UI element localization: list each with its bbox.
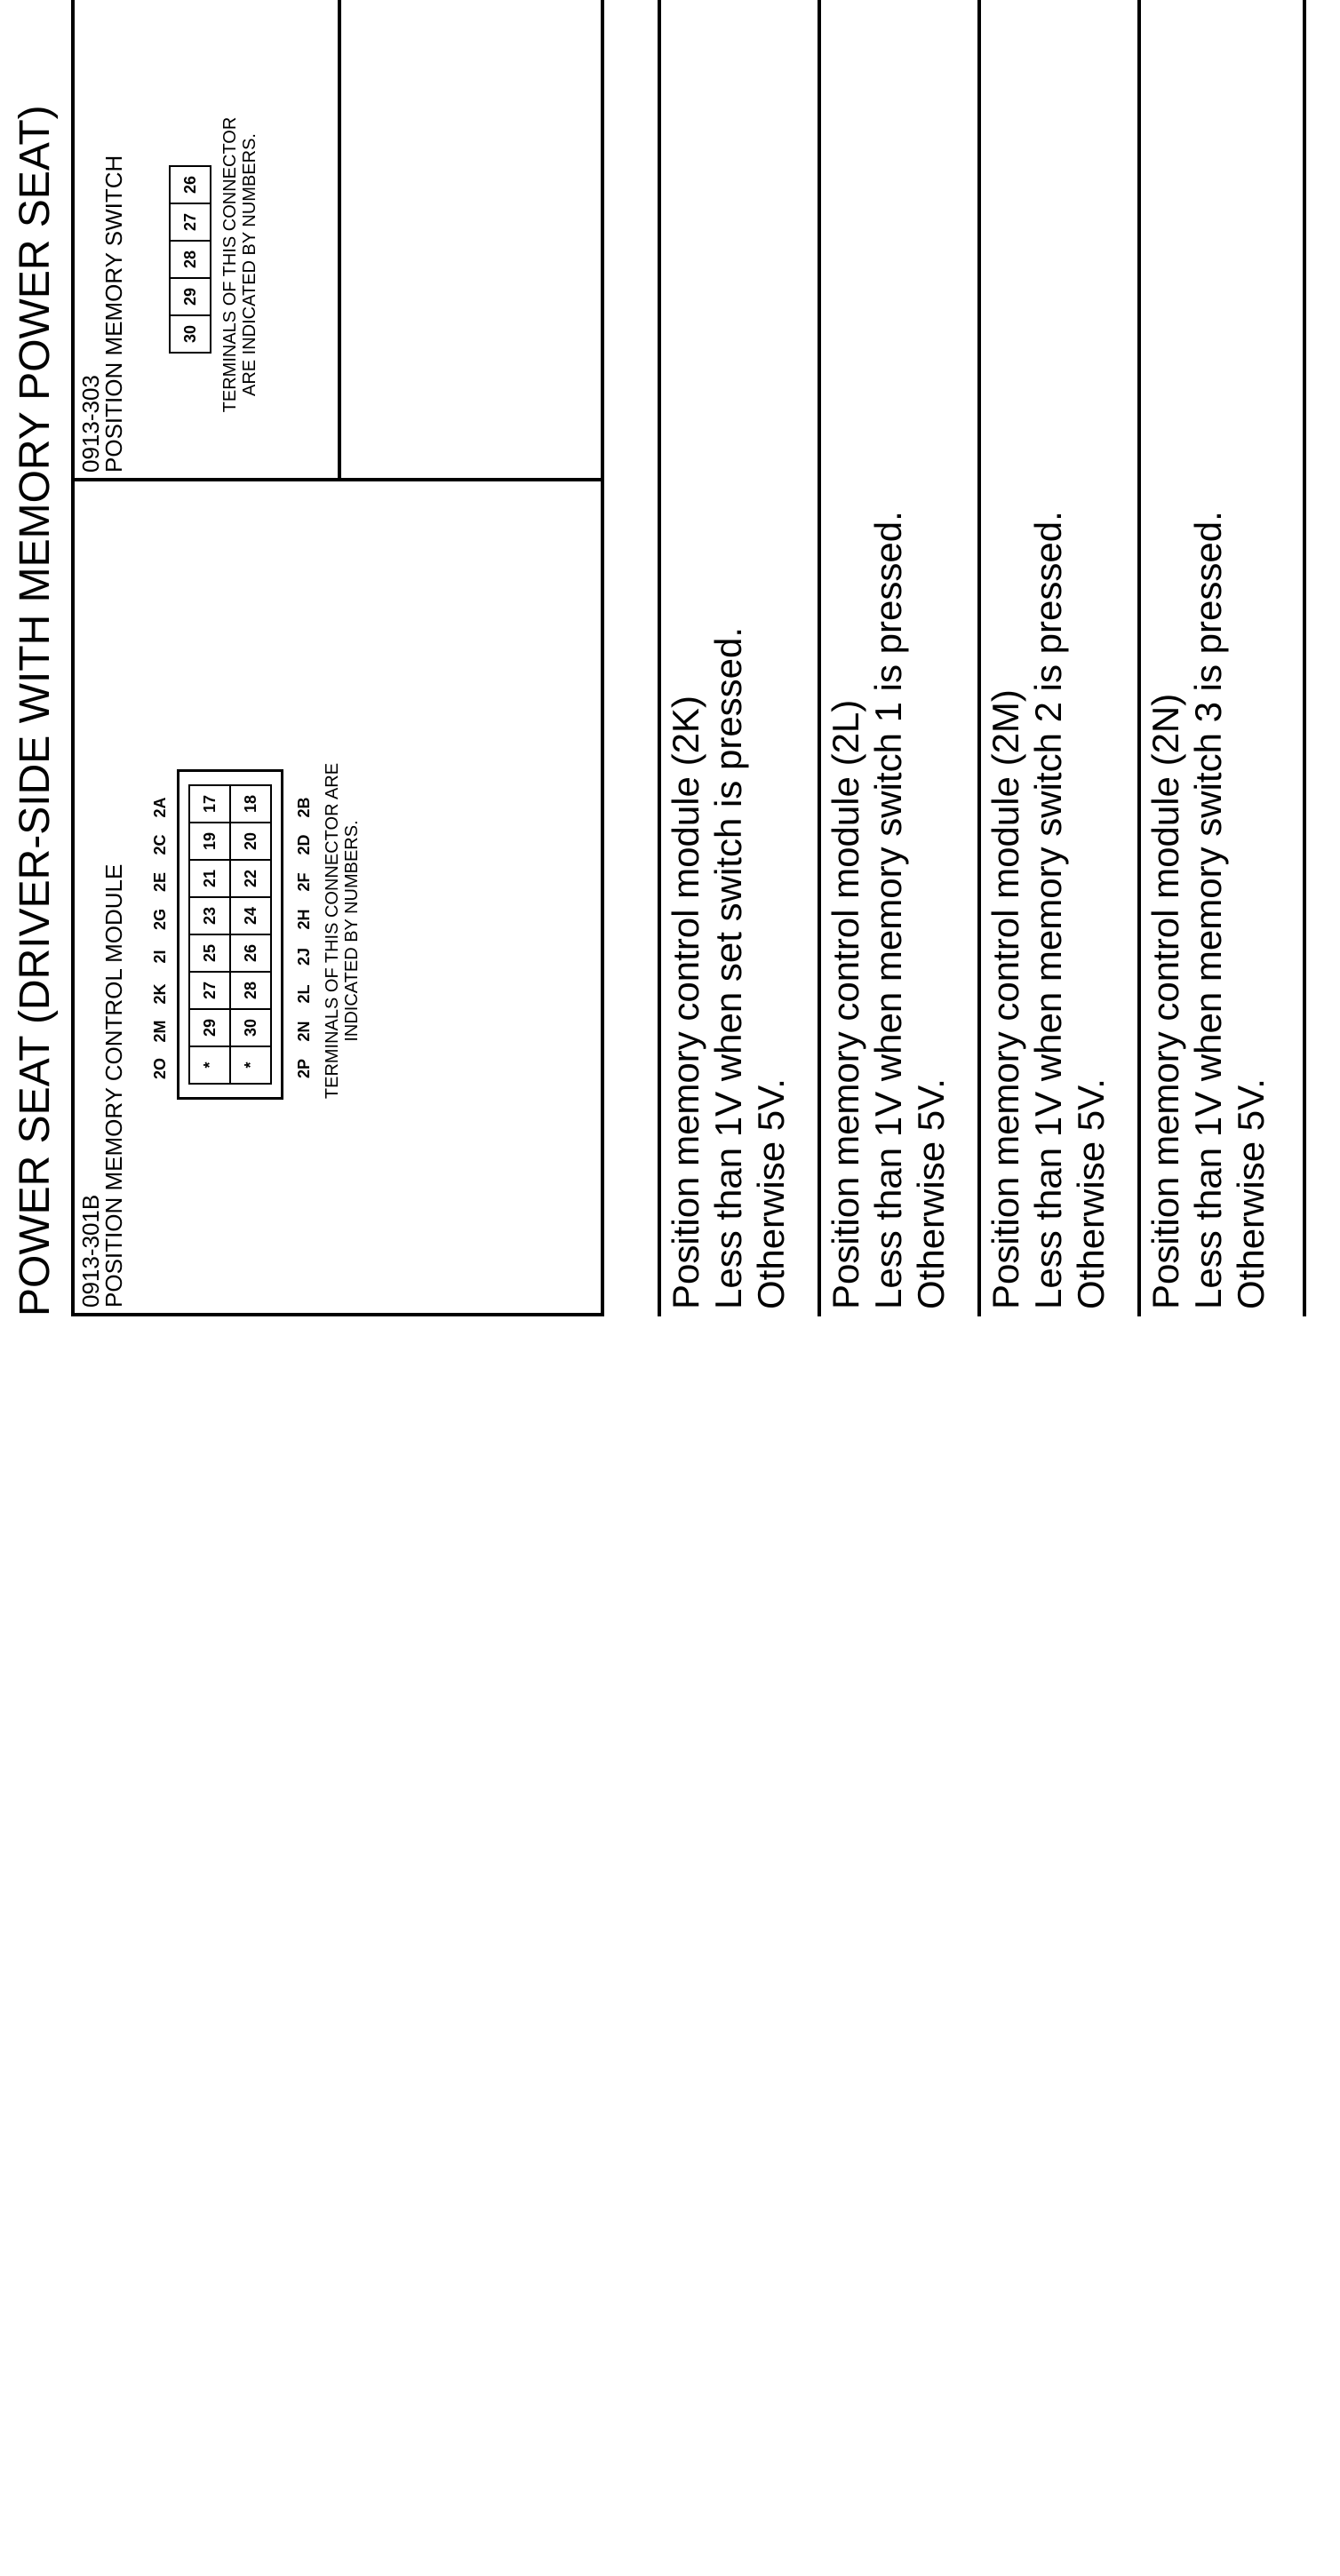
pin: 29 bbox=[170, 278, 211, 315]
connector-a-name: POSITION MEMORY CONTROL MODULE bbox=[100, 863, 127, 1308]
connector-b-name: POSITION MEMORY SWITCH bbox=[100, 155, 127, 473]
description-line: Position memory control module (2K) bbox=[665, 696, 706, 1309]
pin: * bbox=[189, 1046, 230, 1084]
pin: 27 bbox=[189, 972, 230, 1009]
pin: 25 bbox=[189, 934, 230, 972]
connector-a-note: TERMINALS OF THIS CONNECTOR ARE INDICATED BY NUMBERS. bbox=[323, 762, 362, 1100]
pin-label: 2H bbox=[295, 909, 313, 930]
pin-label: 2A bbox=[151, 797, 169, 818]
pin-label: 2D bbox=[295, 834, 313, 855]
description-text bbox=[665, 627, 793, 1309]
pin: 26 bbox=[170, 166, 211, 203]
pin: 20 bbox=[230, 823, 271, 860]
pin: * bbox=[230, 1046, 271, 1084]
pin-label: 2O bbox=[151, 1058, 169, 1080]
connector-a-diagram bbox=[151, 744, 362, 1135]
pin-label: 2F bbox=[295, 872, 313, 892]
pin: 18 bbox=[230, 785, 271, 823]
pin-label: 2I bbox=[151, 950, 169, 964]
description-row bbox=[661, 0, 821, 1316]
pin-label: 2P bbox=[295, 1058, 313, 1079]
pin: 29 bbox=[189, 1009, 230, 1046]
description-line: Less than 1V when memory switch 1 is pressed. bbox=[867, 511, 909, 1309]
pin: 24 bbox=[230, 897, 271, 934]
pin: 30 bbox=[170, 315, 211, 353]
description-line: Position memory control module (2L) bbox=[825, 699, 866, 1309]
connector-a-housing bbox=[177, 769, 283, 1100]
panel-mid-divider bbox=[338, 0, 341, 481]
description-line: Otherwise 5V. bbox=[1070, 1078, 1112, 1309]
connector-b-diagram bbox=[169, 105, 259, 413]
pin: 23 bbox=[189, 897, 230, 934]
connector-a-top-labels bbox=[151, 744, 170, 1085]
pin: 30 bbox=[230, 1009, 271, 1046]
description-row bbox=[821, 0, 981, 1316]
connector-a-bottom-labels bbox=[295, 744, 314, 1085]
description-table bbox=[658, 0, 1306, 1316]
connector-a-pins bbox=[188, 784, 272, 1085]
pin: 21 bbox=[189, 860, 230, 897]
description-line: Less than 1V when memory switch 3 is pressed. bbox=[1187, 511, 1229, 1309]
pin: 17 bbox=[189, 785, 230, 823]
pin-label: 2G bbox=[151, 909, 169, 931]
pin-label: 2E bbox=[151, 871, 169, 893]
description-line: Otherwise 5V. bbox=[750, 1078, 792, 1309]
pin-label: 2B bbox=[295, 797, 313, 818]
description-line: Less than 1V when set switch is pressed. bbox=[707, 626, 749, 1309]
connector-a-id: 0913-301B bbox=[77, 1194, 104, 1308]
pin-label: 2K bbox=[151, 983, 169, 1005]
pin: 26 bbox=[230, 934, 271, 972]
description-text bbox=[825, 511, 953, 1309]
description-row bbox=[1141, 0, 1306, 1316]
description-line: Otherwise 5V. bbox=[1230, 1078, 1272, 1309]
pin-label: 2C bbox=[151, 834, 169, 855]
page-title: POWER SEAT (DRIVER-SIDE WITH MEMORY POWER SEAT) bbox=[12, 105, 59, 1316]
pin-label: 2L bbox=[295, 984, 313, 1004]
pin-label: 2M bbox=[151, 1020, 169, 1043]
pin-label: 2N bbox=[295, 1021, 313, 1042]
pin: 27 bbox=[170, 203, 211, 241]
pin: 28 bbox=[230, 972, 271, 1009]
pin: 19 bbox=[189, 823, 230, 860]
description-line: Less than 1V when memory switch 2 is pressed. bbox=[1027, 511, 1069, 1309]
pin: 22 bbox=[230, 860, 271, 897]
description-row bbox=[981, 0, 1141, 1316]
description-text bbox=[1145, 511, 1272, 1309]
pin-label: 2J bbox=[295, 947, 313, 966]
description-line: Position memory control module (2N) bbox=[1145, 693, 1186, 1309]
connector-b-id: 0913-303 bbox=[77, 375, 104, 473]
description-line: Otherwise 5V. bbox=[910, 1078, 952, 1309]
connector-b-pins bbox=[169, 165, 211, 354]
pin: 28 bbox=[170, 241, 211, 278]
connector-b-note: TERMINALS OF THIS CONNECTOR ARE INDICATED BY NUMBERS. bbox=[220, 116, 259, 413]
description-line: Position memory control module (2M) bbox=[985, 689, 1026, 1309]
description-text bbox=[985, 511, 1113, 1309]
